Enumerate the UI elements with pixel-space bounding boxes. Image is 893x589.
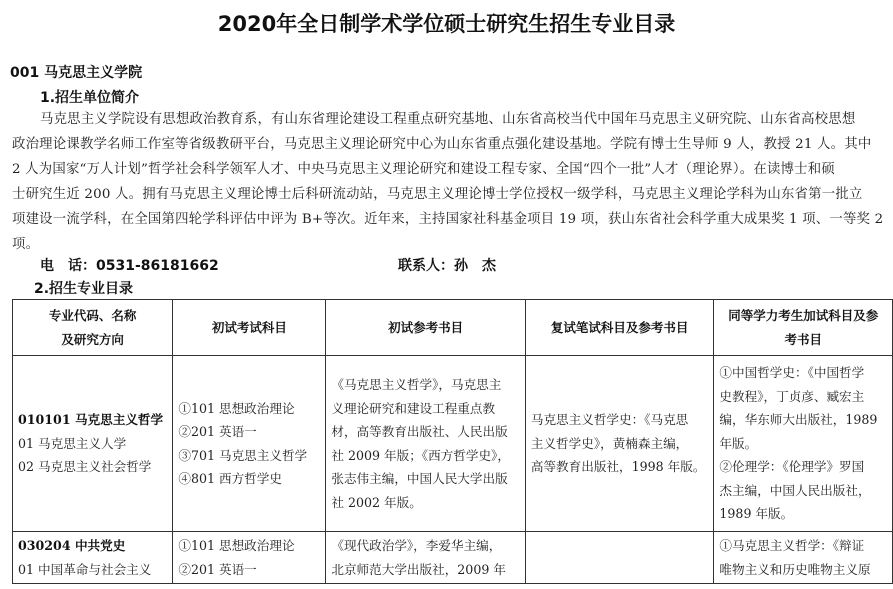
phone-label: 电 话： xyxy=(40,258,96,274)
major-cell: 010101 马克思主义哲学 01 马克思主义人学 02 马克思主义社会哲学 xyxy=(13,356,173,532)
page-title: 2020年全日制学术学位硕士研究生招生专业目录 xyxy=(217,12,676,36)
retest-cell: 马克思主义哲学史：《马克思 主义哲学史》，黄楠森主编， 高等教育出版社，1998 年版。 xyxy=(525,356,714,532)
school-heading: 001 马克思主义学院 xyxy=(10,65,143,81)
column-header: 复试笔试科目及参考书目 xyxy=(525,300,714,356)
table-row xyxy=(13,356,893,532)
table-row xyxy=(13,532,893,584)
major-cell: 030204 中共党史 01 中国革命与社会主义 xyxy=(13,532,173,584)
phone-value: 0531-86181662 xyxy=(96,258,219,274)
contact-label: 联系人： xyxy=(398,258,454,274)
column-header: 初试考试科目 xyxy=(173,300,326,356)
equivalent-extra-cell: ①马克思主义哲学：《辩证 唯物主义和历史唯物主义原 xyxy=(714,532,893,584)
reference-books-cell: 《马克思主义哲学》，马克思主 义理论研究和建设工程重点教 材，高等教育出版社、人民出版 社 2009 年版；《西方哲学史》， 张志伟主编，中国人民大学出版 社 2002 年版。 xyxy=(326,356,526,532)
column-header: 初试参考书目 xyxy=(326,300,526,356)
reference-books-cell: 《现代政治学》，李爱华主编， 北京师范大学出版社，2009 年 xyxy=(326,532,526,584)
column-header: 同等学力考生加试科目及参 考书目 xyxy=(714,300,893,356)
exam-subjects-cell: ①101 思想政治理论 ②201 英语一 xyxy=(173,532,326,584)
intro-line: 2 人为国家“万人计划”哲学社会科学领军人才、中央马克思主义理论研究和建设工程专家、全国“四个一批”人才（理论界）。在读博士和硕 xyxy=(12,162,835,177)
intro-line: 政治理论课教学名师工作室等省级教研平台，马克思主义理论研究中心为山东省重点强化建设基地。学院有博士生导师 9 人，教授 21 人。其中 xyxy=(12,137,872,152)
intro-line: 项建设一流学科，在全国第四轮学科评估中评为 B+等次。近年来，主持国家社科基金项目 19 项，获山东省社会科学重大成果奖 1 项、一等奖 2 xyxy=(12,212,884,227)
intro-line: 项。 xyxy=(12,237,40,252)
section-catalog-heading: 2.招生专业目录 xyxy=(34,281,134,297)
majors-table xyxy=(12,299,893,584)
intro-line: 马克思主义学院设有思想政治教育系，有山东省理论建设工程重点研究基地、山东省高校当代中国年马克思主义研究院、山东省高校思想 xyxy=(40,112,856,127)
intro-line: 士研究生近 200 人。拥有马克思主义理论博士后科研流动站，马克思主义理论博士学位授权一级学科，马克思主义理论学科为山东省第一批立 xyxy=(12,187,863,202)
retest-cell xyxy=(525,532,714,584)
equivalent-extra-cell: ①中国哲学史：《中国哲学 史教程》，丁贞彦、臧宏主 编，华东师大出版社，1989 年版。 ②伦理学：《伦理学》罗国 杰主编，中国人民出版社， 1989 年版。 xyxy=(714,356,893,532)
section-intro-heading: 1.招生单位简介 xyxy=(40,90,140,106)
column-header: 专业代码、名称 及研究方向 xyxy=(13,300,173,356)
contact-value: 孙 杰 xyxy=(454,258,496,274)
exam-subjects-cell: ①101 思想政治理论 ②201 英语一 ③701 马克思主义哲学 ④801 西方哲学史 xyxy=(173,356,326,532)
